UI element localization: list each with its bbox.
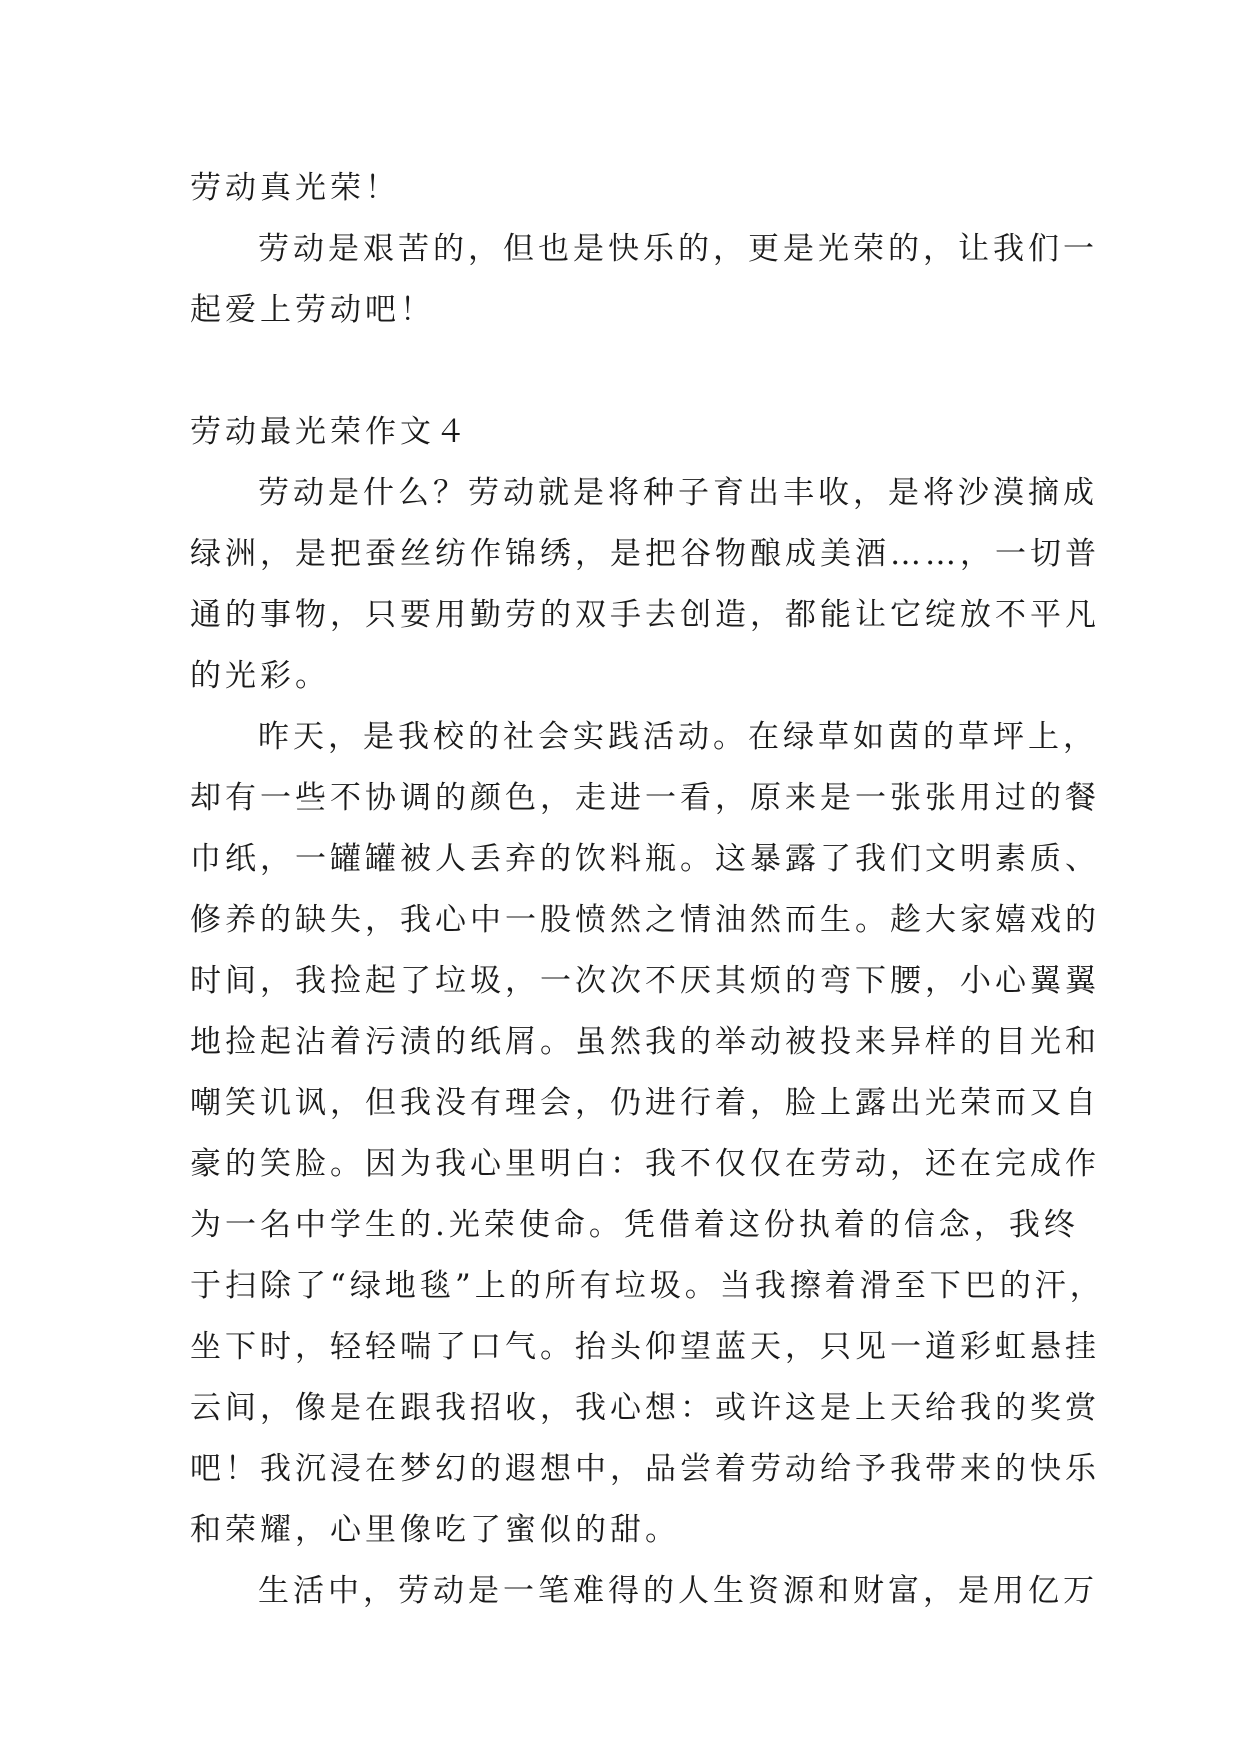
paragraph-line: 修养的缺失，我心中一股愤然之情油然而生。趁大家嬉戏的 [190,902,1100,938]
paragraph-line: 和荣耀，心里像吃了蜜似的甜。 [190,1512,680,1548]
closing-paragraph-line: 起爱上劳动吧！ [190,292,435,328]
paragraph-line: 的光彩。 [190,658,330,694]
closing-paragraph-line: 劳动是艰苦的，但也是快乐的，更是光荣的，让我们一 [258,231,1098,267]
paragraph-line: 生活中，劳动是一笔难得的人生资源和财富，是用亿万 [258,1573,1098,1609]
paragraph-line: 于扫除了“绿地毯”上的所有垃圾。当我擦着滑至下巴的汗， [190,1268,1105,1304]
paragraph-line: 为一名中学生的.光荣使命。凭借着这份执着的信念，我终 [190,1207,1079,1243]
paragraph-line: 绿洲，是把蚕丝纺作锦绣，是把谷物酿成美酒……，一切普 [190,536,1100,572]
paragraph-line: 时间，我捡起了垃圾，一次次不厌其烦的弯下腰，小心翼翼 [190,963,1100,999]
paragraph-line: 坐下时，轻轻喘了口气。抬头仰望蓝天，只见一道彩虹悬挂 [190,1329,1100,1365]
document-body [190,158,1105,1622]
paragraph-1 [190,463,1100,707]
paragraph-line: 劳动是什么？劳动就是将种子育出丰收，是将沙漠摘成 [258,475,1098,511]
paragraph-line: 吧！我沉浸在梦幻的遐想中，品尝着劳动给予我带来的快乐 [190,1451,1100,1487]
paragraph-line: 通的事物，只要用勤劳的双手去创造，都能让它绽放不平凡 [190,597,1100,633]
paragraph-line: 昨天，是我校的社会实践活动。在绿草如茵的草坪上， [258,719,1098,755]
paragraph-line: 云间，像是在跟我招收，我心想：或许这是上天给我的奖赏 [190,1390,1100,1426]
paragraph-line: 却有一些不协调的颜色，走进一看，原来是一张张用过的餐 [190,780,1100,816]
paragraph-line: 巾纸，一罐罐被人丢弃的饮料瓶。这暴露了我们文明素质、 [190,841,1100,877]
section-spacer [190,341,1070,402]
section-title: 劳动最光荣作文４ [190,414,470,450]
paragraph-2 [190,707,1105,1561]
paragraph-line: 地捡起沾着污渍的纸屑。虽然我的举动被投来异样的目光和 [190,1024,1100,1060]
paragraph-line: 嘲笑讥讽，但我没有理会，仍进行着，脸上露出光荣而又自 [190,1085,1100,1121]
paragraph-line: 豪的笑脸。因为我心里明白：我不仅仅在劳动，还在完成作 [190,1146,1100,1182]
closing-line: 劳动真光荣！ [190,170,400,206]
paragraph-3 [190,1561,1098,1622]
